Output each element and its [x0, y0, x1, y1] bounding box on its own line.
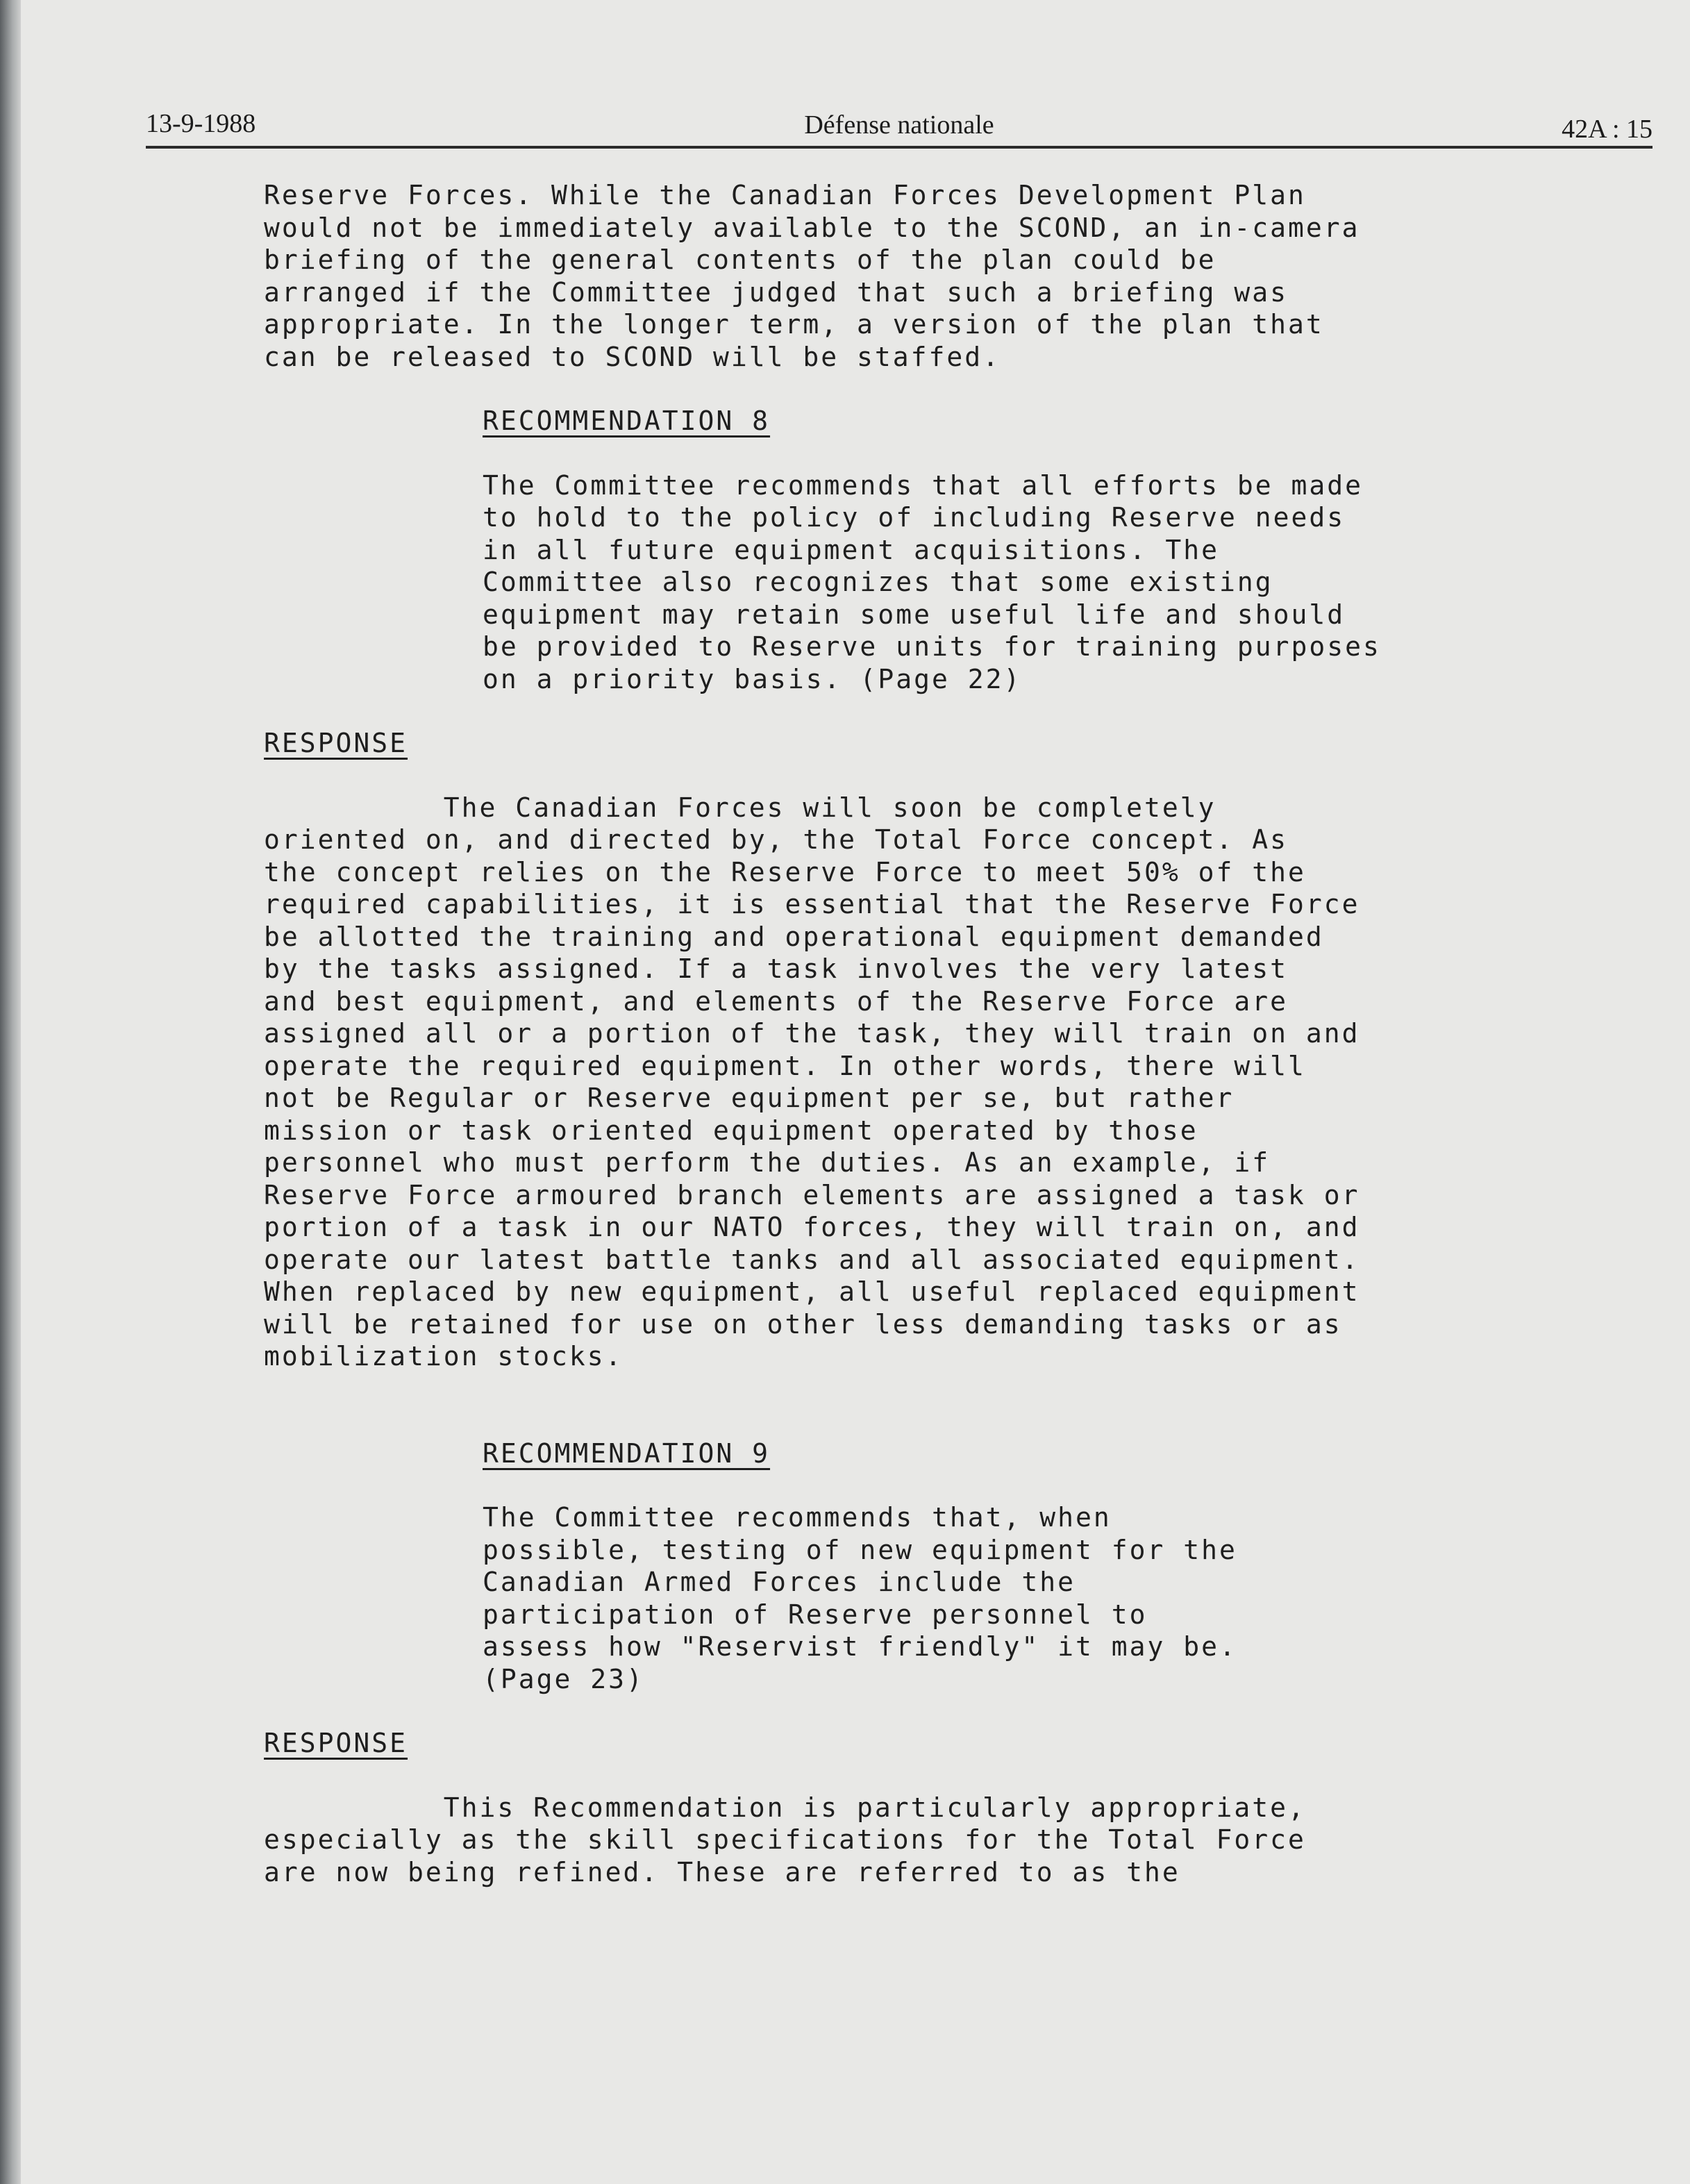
response-8-heading: RESPONSE	[264, 728, 408, 758]
intro-paragraph: Reserve Forces. While the Canadian Forces Development Plan would not be immediately available to the SCOND, an in-camera briefing of the general contents of the plan could be arranged if the Committee judged that such a briefing was appropriate. In the longer term, a version of the plan that can be released to SCOND will be staffed.	[264, 180, 1360, 372]
recommendation-8-text: The Committee recommends that all efforts be made to hold to the policy of including Reserve needs in all future equipment acquisitions. The Committee also recognizes that some existing equipment may retain some useful life and should be provided to Reserve units for training purposes on a priority basis. (Page 22)	[483, 469, 1381, 694]
recommendation-9-text: The Committee recommends that, when possible, testing of new equipment for the Canadian Armed Forces include the participation of Reserve personnel to assess how "Reservist friendly" it may be. (Page 23)	[483, 1502, 1237, 1694]
page-header	[146, 104, 1653, 149]
page-edge-shadow	[0, 0, 21, 2184]
recommendation-8-heading: RECOMMENDATION 8	[483, 406, 771, 436]
response-9-heading: RESPONSE	[264, 1728, 408, 1758]
document-body	[264, 179, 1514, 1888]
response-9-text: This Recommendation is particularly appropriate, especially as the skill specifications for the Total Force are now being refined. These are referred to as the	[264, 1792, 1306, 1887]
header-page-number: 42A : 15	[1562, 115, 1653, 144]
header-title: Défense nationale	[804, 110, 994, 140]
header-date: 13-9-1988	[146, 109, 256, 138]
recommendation-9-heading: RECOMMENDATION 9	[483, 1437, 771, 1469]
response-8-text: The Canadian Forces will soon be completely oriented on, and directed by, the Total Force concept. As the concept relies on the Reserve Force to meet 50% of the required capabilities, it is essential that the Reserve Force be allotted the training and operational equipment demanded by the tasks assigned. If a task involves the very latest and best equipment, and elements of the Reserve Force are assigned all or a portion of the task, they will train on and operate the required equipment. In other words, there will not be Regular or Reserve equipment per se, but rather mission or task oriented equipment operated by those personnel who must perform the duties. As an example, if Reserve Force armoured branch elements are assigned a task or portion of a task in our NATO forces, they will train on, and operate our latest battle tanks and all associated equipment. When replaced by new equipment, all useful replaced equipment will be retained for use on other less demanding tasks or as mobilization stocks.	[264, 792, 1360, 1372]
